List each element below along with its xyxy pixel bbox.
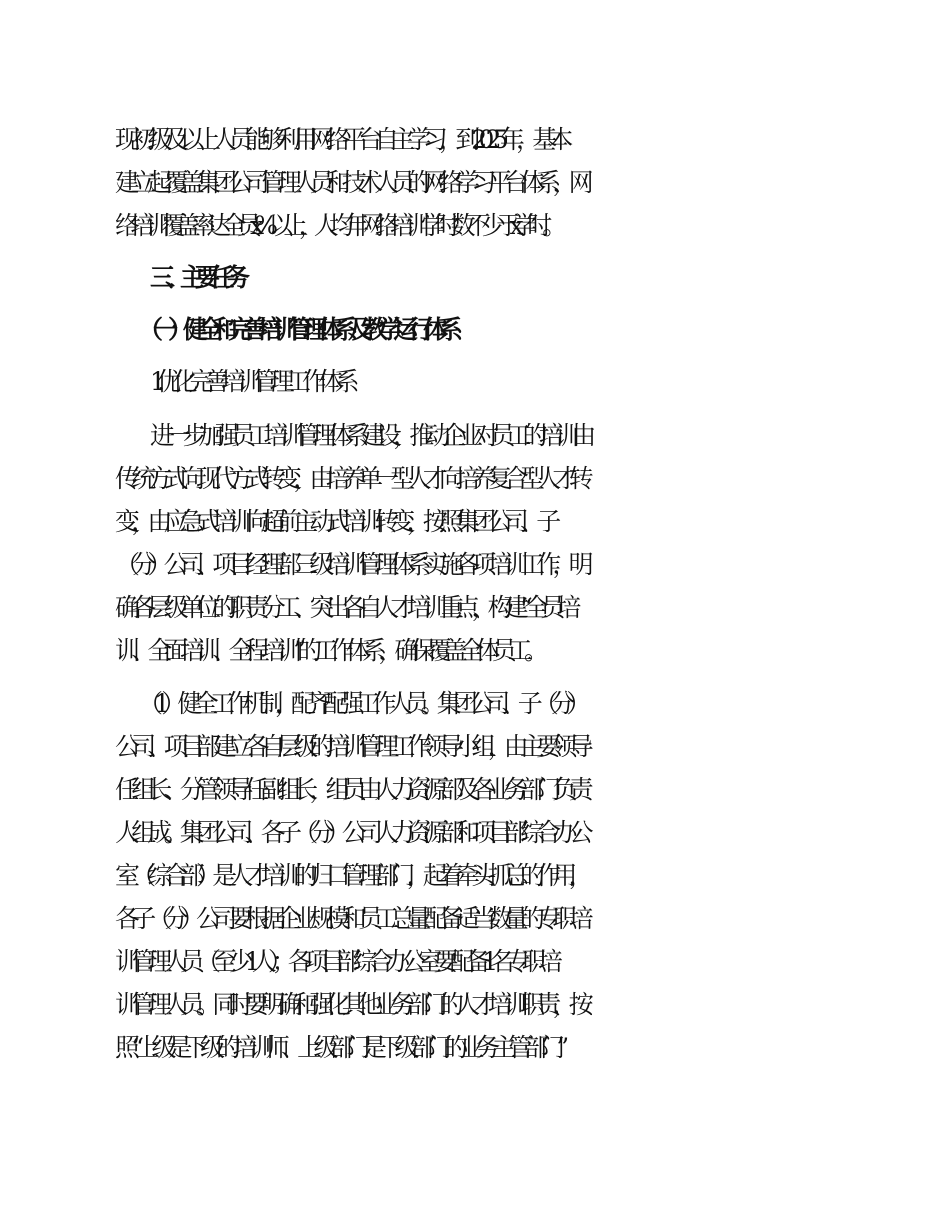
text-line: （1）健全工作机制，配齐配强工作人员。集团公司、子（分） [138, 689, 583, 718]
text-line: 任组长、分管领导任副组长，组员由人力资源部及各业务部门负责 [115, 775, 585, 804]
section-heading: 三、主要任务 [150, 263, 241, 292]
text-line: 进一步加强员工培训管理体系建设，推动企业对员工的培训由 [150, 421, 588, 450]
text-line: 人组成。集团公司、各子（分）公司人力资源部和项目部综合办公 [115, 818, 585, 847]
text-line: 训管理人员。同时要明确和强化其他业务部门的人才培训职责，按 [115, 990, 585, 1019]
item-heading: 1.优化完善培训管理工作体系 [150, 367, 351, 396]
text-line: 训管理人员（至少1人）；各项目部综合办公室要配备1名专职培 [115, 947, 555, 976]
subsection-heading: （一）健全和完善培训管理体系及教学运行体系 [138, 315, 454, 344]
text-line: 变，由应急式培训向超前主动式培训转变，按照集团公司、子 [115, 507, 553, 536]
text-line: 现初级及以上人员能够利用网络平台自主学习，到2025年，基本 [115, 125, 565, 154]
text-line: 公司、项目部建立各自层级的培训管理工作领导小组，由主要领导 [115, 732, 585, 761]
text-line: 室（综合部）是人才培训的归口管理部门，起着牵头抓总的作用， [115, 861, 585, 890]
text-line: 建立起覆盖集团公司管理人员和技术人员的网络学习平台体系，网 [115, 168, 585, 197]
text-line: 络培训覆盖率达全员 x%以上，人均年网络培训学时数不少于 x 学时。 [115, 211, 558, 240]
text-line: 训、全面培训、全程培训”的工作体系，确保覆盖全体员工。 [115, 636, 541, 665]
text-line: 传统方式向现代方式转变，由培养单一型人才向培养复合型人才转 [115, 464, 585, 493]
text-line: 各子（分）公司要根据企业规模和员工总量配备适当数量的专职培 [115, 904, 585, 933]
text-line: 照“上级是下级的培训师、上级部门是下级部门的业务主管部门” [115, 1033, 561, 1062]
text-line: （分）公司、项目经理部三级培训管理体系实施各项培训工作，明 [115, 550, 585, 579]
text-line: 确各层级单位的职责分工、突出各自人才培训重点，构建“全员培 [115, 593, 573, 622]
